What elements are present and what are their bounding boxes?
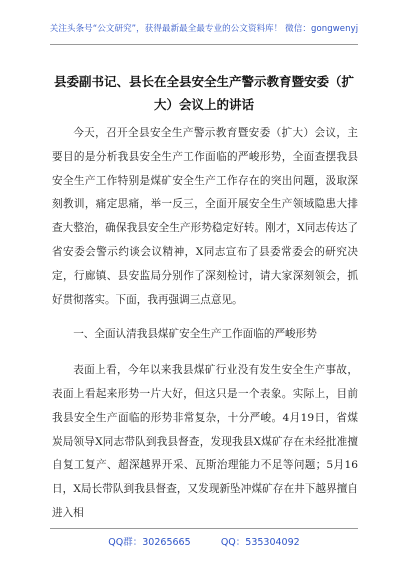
- header-banner: 关注头条号“公文研究”，获得最新最全最专业的公文资料库！ 微信：gongwenyj: [49, 24, 359, 34]
- footer-divider: [50, 528, 358, 529]
- qq-label: QQ：: [220, 537, 246, 548]
- qq-number: 535304092: [245, 537, 300, 548]
- title-line-2: 大）会议上的讲话: [153, 97, 254, 112]
- header-divider: [50, 44, 358, 45]
- qq-group-label: QQ群：: [108, 537, 143, 548]
- paragraph-intro: 今天，召开全县安全生产警示教育暨安委（扩大）会议，主要目的是分析我县安全生产工作面临的严峻形势，全面查摆我县安全生产工作特别是煤矿安全生产工作存在的突出问题，汲取深刻教训，痛定思痛，举一反三，全面开展安全生产领域隐患大排查大整治，确保我县安全生产形势稳定好转。刚才，X同志传达了省安委会警示约谈会议精神，X同志宣布了县委常委会的研究决定，行廊镇、县安监局分别作了深刻检讨，请大家深刻领会，抓好贯彻落实。下面，我再强调三点意见。: [52, 127, 358, 306]
- section-heading: 一、全面认清我县煤矿安全生产工作面临的严峻形势: [73, 328, 317, 341]
- document-title: [52, 70, 356, 116]
- document-body: [52, 122, 358, 537]
- paragraph-situation: 表面上看，今年以来我县煤矿行业没有发生安全生产事故，表面上看起来形势一片大好，但这只是一个表象。实际上，目前我县安全生产面临的形势非常复杂，十分严峻。4月19日，省煤炭局领导X同志带队到我县督查，发现我县X煤矿存在未经批准擅自复工复产、超深越界开采、瓦斯治理能力不足等问题；5月16日，X局长带队到我县督查，又发现新坠冲煤矿存在井下越界擅自进入相: [52, 364, 358, 519]
- title-line-1: 县委副书记、县长在全县安全生产警示教育暨安委（扩: [53, 74, 354, 89]
- qq-group-number: 30265665: [142, 537, 191, 548]
- footer-contact: [0, 534, 408, 548]
